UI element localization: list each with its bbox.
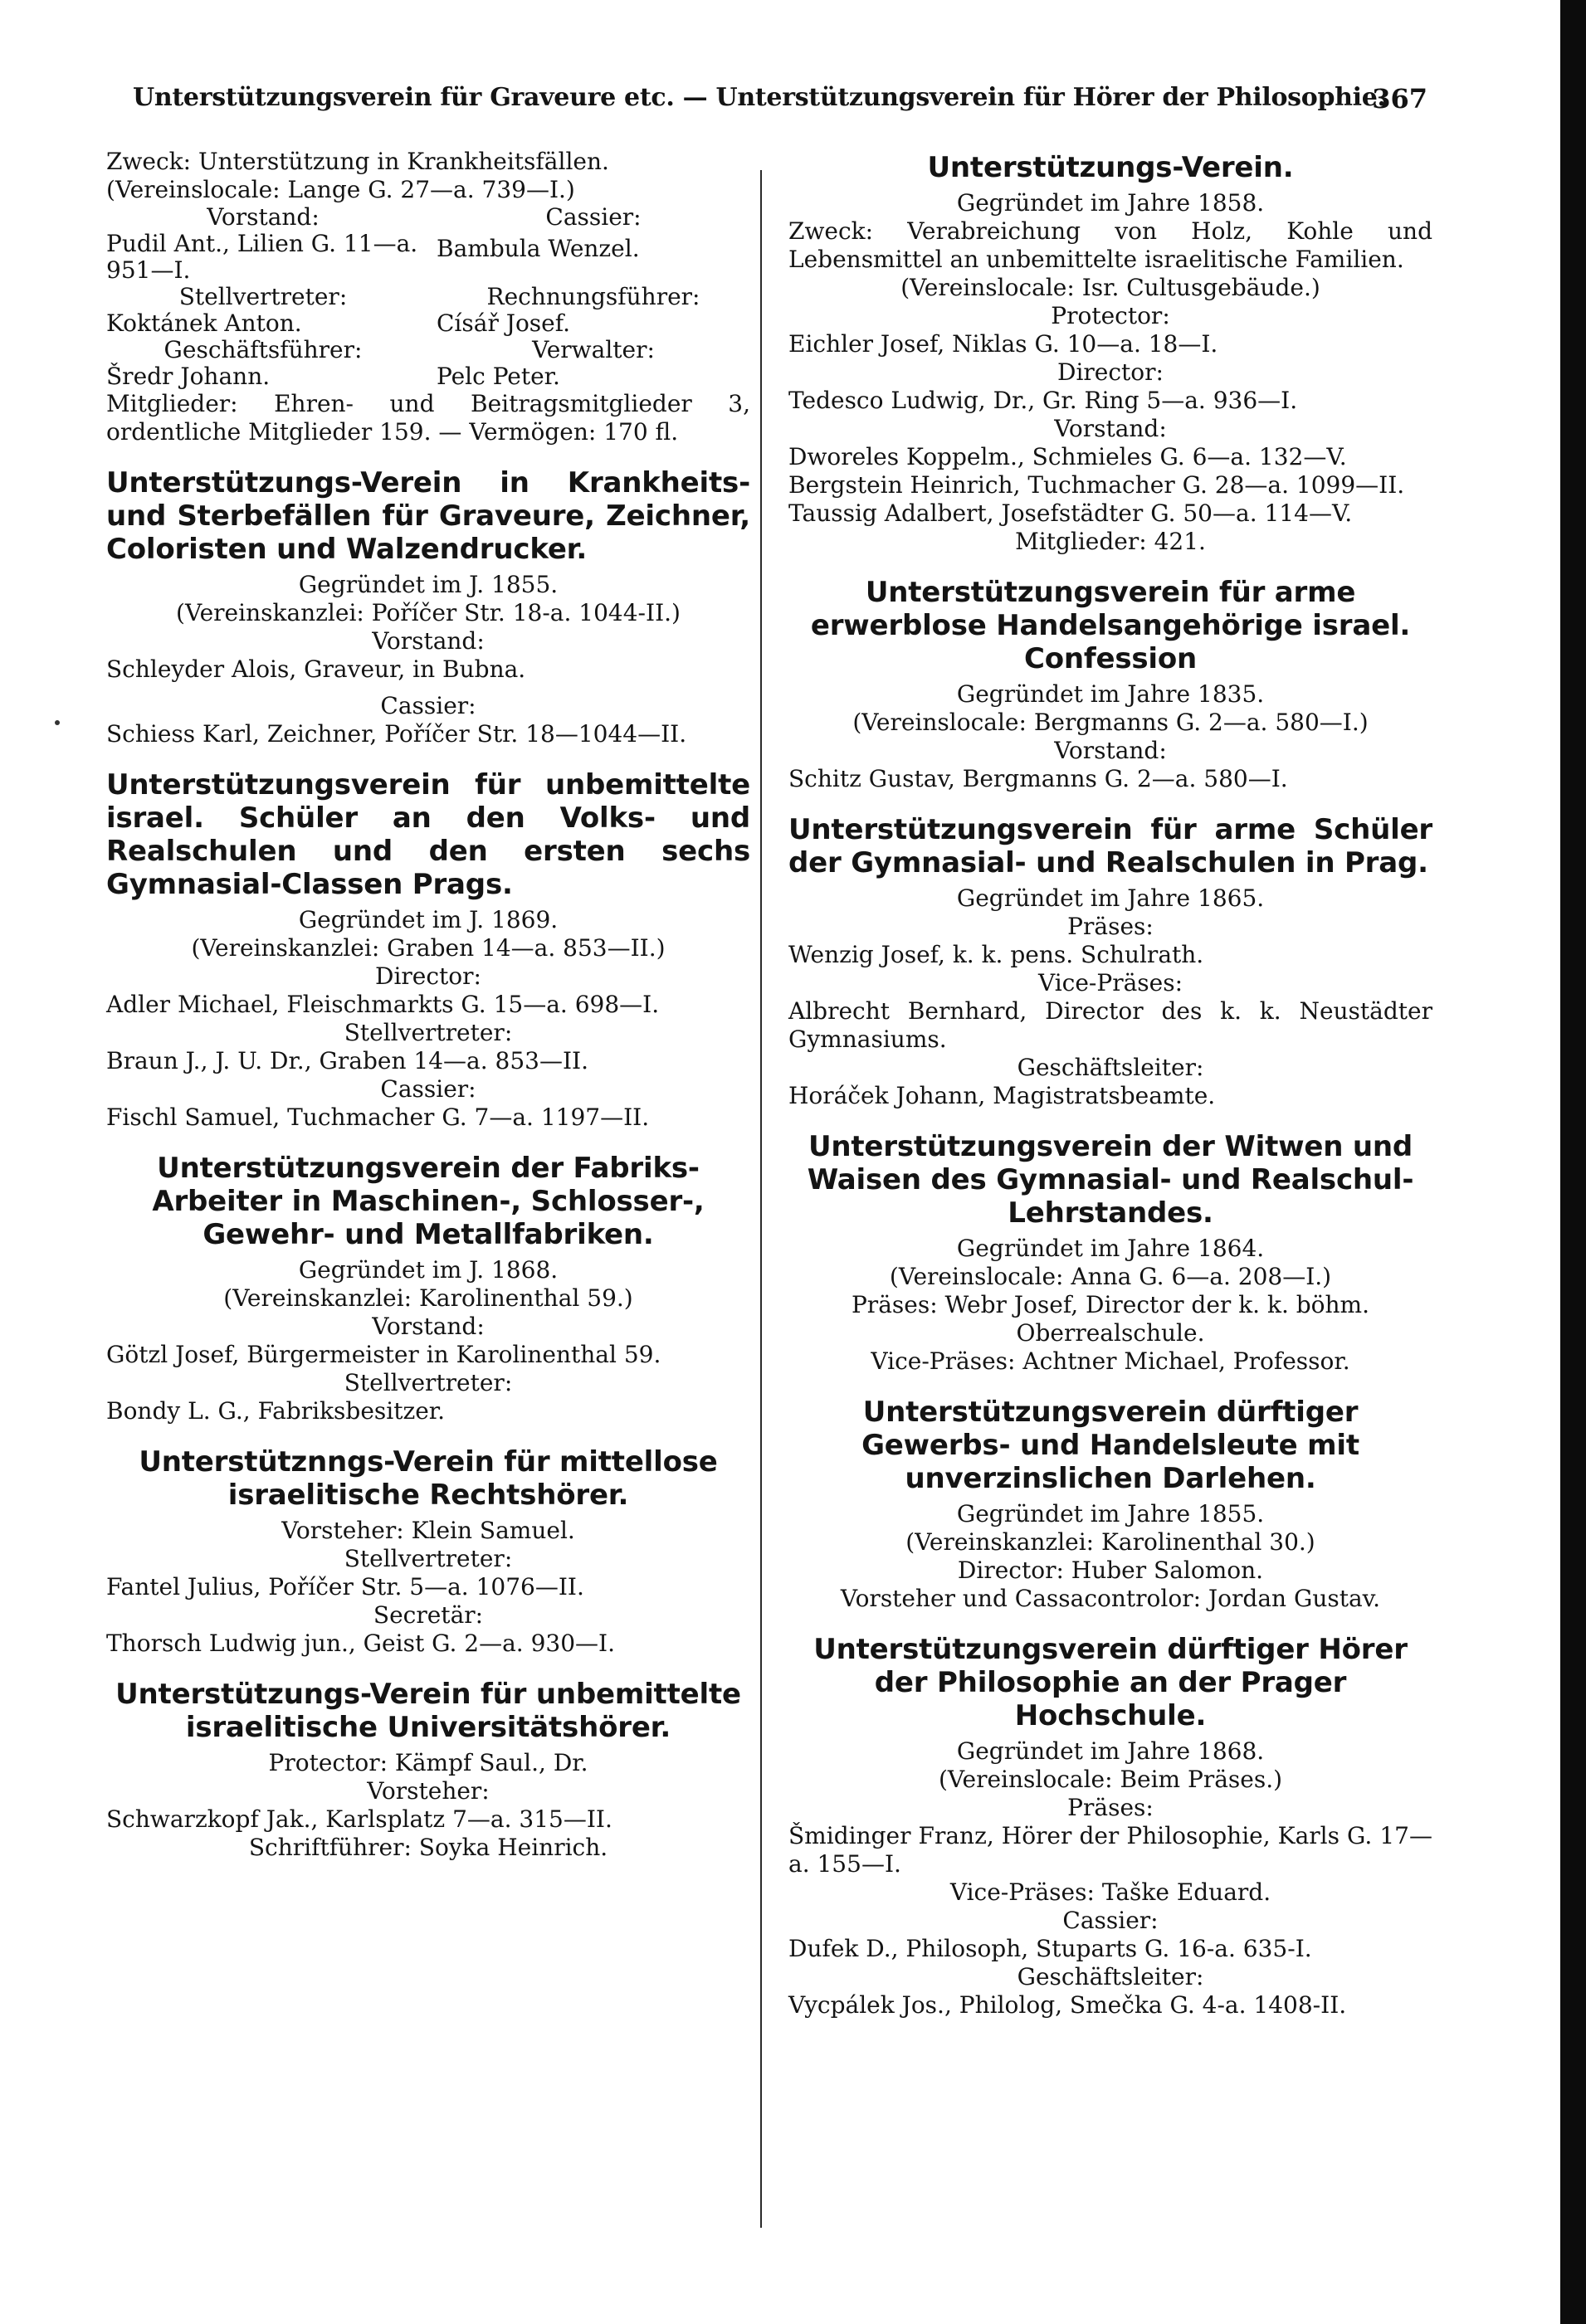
- vorstand-label: Vorstand:: [207, 203, 320, 231]
- officers-grid: [106, 204, 750, 390]
- secretaer-name: Thorsch Ludwig jun., Geist G. 2—a. 930—I.: [106, 1630, 615, 1657]
- running-title: Unterstützungsverein für Graveure etc. — Unterstützungsverein für Hörer der Philosophie.: [133, 83, 1386, 112]
- vorstand-member-3: Taussig Adalbert, Josefstädter G. 50—a. 114—V.: [788, 499, 1353, 527]
- entry-fabriks-arbeiter: [106, 1152, 750, 1425]
- kanzlei-line: (Vereinskanzlei: Karolinenthal 30.): [905, 1528, 1315, 1556]
- cassier-name: Fischl Samuel, Tuchmacher G. 7—a. 1197—II.: [106, 1104, 650, 1131]
- protector-label: Protector:: [1051, 302, 1170, 329]
- vorsteher-line: Vorsteher: Klein Samuel.: [281, 1517, 575, 1544]
- praeses-line: Präses: Webr Josef, Director der k. k. böhm. Oberrealschule.: [851, 1291, 1370, 1347]
- vorstand-name: Pudil Ant., Lilien G. 11—a. 951—I.: [106, 230, 418, 284]
- entry-israel-schueler: [106, 768, 750, 1132]
- founded-line: Gegründet im Jahre 1858.: [956, 189, 1265, 217]
- entry-title: Unterstützungsverein für arme Schüler der Gymnasial- und Realschulen in Prag.: [788, 813, 1432, 879]
- entry-rechtshoerer: [106, 1445, 750, 1658]
- kanzlei-line: (Vereinskanzlei: Karolinenthal 59.): [223, 1284, 633, 1312]
- founded-line: Gegründet im Jahre 1855.: [956, 1500, 1265, 1527]
- vorsteher-line: Vorsteher und Cassacontrolor: Jordan Gustav.: [840, 1585, 1381, 1612]
- vorstand-label: Vorstand:: [372, 1313, 485, 1340]
- entry-universitaetshoerer: [106, 1678, 750, 1862]
- entry-arme-schueler: [788, 813, 1432, 1110]
- entry-title: Unterstützungs-Verein in Krankheits- und Sterbefällen für Graveure, Zeichner, Coloristen und Walzendrucker.: [106, 466, 750, 566]
- purpose-line: Zweck: Unterstützung in Krankheitsfällen.: [106, 148, 609, 175]
- geschaeftsleiter-label: Geschäftsleiter:: [1017, 1963, 1204, 1990]
- entry-handelsangehoerige: [788, 576, 1432, 793]
- vice-praeses-name: Albrecht Bernhard, Director des k. k. Neustädter Gymnasiums.: [788, 997, 1432, 1053]
- entry-title: Unterstützungsverein der Witwen und Waisen des Gymnasial- und Realschul-Lehrstandes.: [807, 1130, 1414, 1230]
- stellvertreter-label: Stellvertreter:: [344, 1545, 513, 1572]
- locale-line: (Vereinslocale: Anna G. 6—a. 208—I.): [889, 1263, 1332, 1290]
- entry-title: Unterstütznngs-Verein für mittellose israelitische Rechtshörer.: [139, 1445, 718, 1512]
- stellvertreter-name: Bondy L. G., Fabriksbesitzer.: [106, 1397, 445, 1425]
- cassier-name: Schiess Karl, Zeichner, Poříčer Str. 18—1044—II.: [106, 720, 687, 748]
- entry-title: Unterstützungsverein dürftiger Gewerbs- und Handelsleute mit unverzinslichen Darlehen.: [861, 1396, 1359, 1495]
- geschaeftsfuehrer-name: Šredr Johann.: [106, 363, 271, 390]
- geschaeftsfuehrer-label: Geschäftsführer:: [163, 336, 363, 363]
- entry-title: Unterstützungsverein für arme erwerblose Handelsangehörige israel. Confession: [810, 576, 1411, 675]
- founded-line: Gegründet im J. 1868.: [298, 1256, 559, 1284]
- entry-title: Unterstützungs-Verein für unbemittelte israelitische Universitätshörer.: [115, 1678, 741, 1744]
- entry-graveure-continued: [106, 148, 750, 446]
- cassier-label: Cassier:: [380, 1075, 476, 1103]
- locale-line: (Vereinslocale: Beim Präses.): [938, 1766, 1283, 1793]
- kanzlei-line: (Vereinskanzlei: Poříčer Str. 18-a. 1044-II.): [176, 599, 681, 626]
- right-column: [788, 148, 1432, 2039]
- scan-edge: [1560, 0, 1586, 2324]
- locale-line: (Vereinslocale: Lange G. 27—a. 739—I.): [106, 176, 575, 203]
- praeses-name: Wenzig Josef, k. k. pens. Schulrath.: [788, 941, 1204, 968]
- vorstand-name: Schitz Gustav, Bergmanns G. 2—a. 580—I.: [788, 765, 1288, 792]
- founded-line: Gegründet im Jahre 1864.: [956, 1235, 1265, 1262]
- founded-line: Gegründet im J. 1869.: [298, 906, 559, 933]
- cassier-label: Cassier:: [545, 203, 642, 231]
- entry-title: Unterstützungsverein für unbemittelte israel. Schüler an den Volks- und Realschulen und den ersten sechs Gymnasial-Classen Prags.: [106, 768, 750, 901]
- director-name: Tedesco Ludwig, Dr., Gr. Ring 5—a. 936—I.: [788, 387, 1298, 414]
- officers-left: [106, 204, 420, 390]
- locale-line: (Vereinslocale: Isr. Cultusgebäude.): [900, 274, 1320, 301]
- entry-title: Unterstützungsverein dürftiger Hörer der Philosophie an der Prager Hochschule.: [813, 1633, 1408, 1732]
- cassier-label: Cassier:: [1062, 1907, 1159, 1934]
- vorstand-member-2: Bergstein Heinrich, Tuchmacher G. 28—a. 1099—II.: [788, 471, 1405, 499]
- vorstand-label: Vorstand:: [1054, 737, 1167, 764]
- vorsteher-label: Vorsteher:: [367, 1777, 490, 1805]
- rechnungsfuehrer-name: Císář Josef.: [437, 309, 571, 337]
- page-number: 367: [1372, 83, 1427, 114]
- director-line: Director: Huber Salomon.: [957, 1557, 1264, 1584]
- verwalter-label: Verwalter:: [532, 336, 655, 363]
- protector-line: Protector: Kämpf Saul., Dr.: [268, 1749, 588, 1776]
- entry-israel-familien: [788, 151, 1432, 556]
- praeses-label: Präses:: [1067, 1794, 1154, 1821]
- founded-line: Gegründet im Jahre 1865.: [956, 884, 1265, 912]
- cassier-name: Dufek D., Philosoph, Stuparts G. 16-a. 635-I.: [788, 1935, 1312, 1962]
- cassier-name: Bambula Wenzel.: [437, 235, 640, 262]
- officers-right: [437, 204, 750, 390]
- director-label: Director:: [375, 962, 481, 990]
- secretaer-label: Secretär:: [373, 1601, 484, 1629]
- entry-hoerer-philosophie: [788, 1633, 1432, 2019]
- geschaeftsleiter-label: Geschäftsleiter:: [1017, 1054, 1204, 1081]
- entry-title: Unterstützungs-Verein.: [927, 151, 1294, 184]
- vice-praeses-label: Vice-Präses:: [1037, 969, 1183, 996]
- praeses-name: Šmidinger Franz, Hörer der Philosophie, Karls G. 17—a. 155—I.: [788, 1822, 1432, 1878]
- stellvertreter-name: Koktánek Anton.: [106, 309, 302, 337]
- vorsteher-name: Schwarzkopf Jak., Karlsplatz 7—a. 315—II.: [106, 1805, 612, 1833]
- column-divider: [760, 170, 762, 2228]
- stellvertreter-label: Stellvertreter:: [344, 1369, 513, 1396]
- vorstand-name: Götzl Josef, Bürgermeister in Karolinenthal 59.: [106, 1341, 661, 1368]
- founded-line: Gegründet im Jahre 1868.: [956, 1737, 1265, 1765]
- praeses-label: Präses:: [1067, 913, 1154, 940]
- members-line: Mitglieder: Ehren- und Beitragsmitglieder 3, ordentliche Mitglieder 159. — Vermögen: 170 fl.: [106, 390, 750, 446]
- vorstand-label: Vorstand:: [1054, 415, 1167, 442]
- entry-krankheits-sterbefaelle: [106, 466, 750, 748]
- kanzlei-line: (Vereinskanzlei: Graben 14—a. 853—II.): [191, 934, 666, 962]
- stellvertreter-label: Stellvertreter:: [178, 283, 348, 310]
- rechnungsfuehrer-label: Rechnungsführer:: [486, 283, 700, 310]
- left-column: [106, 148, 750, 1882]
- vorstand-label: Vorstand:: [372, 627, 485, 655]
- vorstand-member-1: Dworeles Koppelm., Schmieles G. 6—a. 132—V.: [788, 443, 1347, 470]
- page-header: [133, 83, 1427, 124]
- schriftfuehrer-line: Schriftführer: Soyka Heinrich.: [248, 1834, 608, 1861]
- entry-title: Unterstützungsverein der Fabriks-Arbeiter in Maschinen-, Schlosser-, Gewehr- und Metallfabriken.: [152, 1152, 705, 1251]
- members-line: Mitglieder: 421.: [1015, 528, 1206, 555]
- locale-line: (Vereinslocale: Bergmanns G. 2—a. 580—I.): [852, 709, 1369, 736]
- director-name: Adler Michael, Fleischmarkts G. 15—a. 698—I.: [106, 991, 660, 1018]
- protector-name: Eichler Josef, Niklas G. 10—a. 18—I.: [788, 330, 1218, 358]
- entry-gewerbsleute-darlehen: [788, 1396, 1432, 1613]
- verwalter-name: Pelc Peter.: [437, 363, 560, 390]
- vice-praeses-line: Vice-Präses: Taške Eduard.: [949, 1878, 1271, 1906]
- entry-witwen-waisen: [788, 1130, 1432, 1376]
- director-label: Director:: [1057, 358, 1164, 386]
- founded-line: Gegründet im J. 1855.: [298, 571, 559, 598]
- purpose-line: Zweck: Verabreichung von Holz, Kohle und Lebensmittel an unbemittelte israelitische Familien.: [788, 217, 1432, 273]
- vorstand-name: Schleyder Alois, Graveur, in Bubna.: [106, 655, 526, 683]
- geschaeftsleiter-name: Horáček Johann, Magistratsbeamte.: [788, 1082, 1216, 1109]
- geschaeftsleiter-name: Vycpálek Jos., Philolog, Smečka G. 4-a. 1408-II.: [788, 1991, 1347, 2019]
- founded-line: Gegründet im Jahre 1835.: [956, 680, 1265, 708]
- stellvertreter-name: Braun J., J. U. Dr., Graben 14—a. 853—II.: [106, 1047, 588, 1074]
- stellvertreter-name: Fantel Julius, Poříčer Str. 5—a. 1076—II.: [106, 1573, 584, 1600]
- scan-speck: [55, 720, 60, 725]
- stellvertreter-label: Stellvertreter:: [344, 1019, 513, 1046]
- cassier-label: Cassier:: [380, 692, 476, 719]
- vice-praeses-line: Vice-Präses: Achtner Michael, Professor.: [871, 1347, 1350, 1375]
